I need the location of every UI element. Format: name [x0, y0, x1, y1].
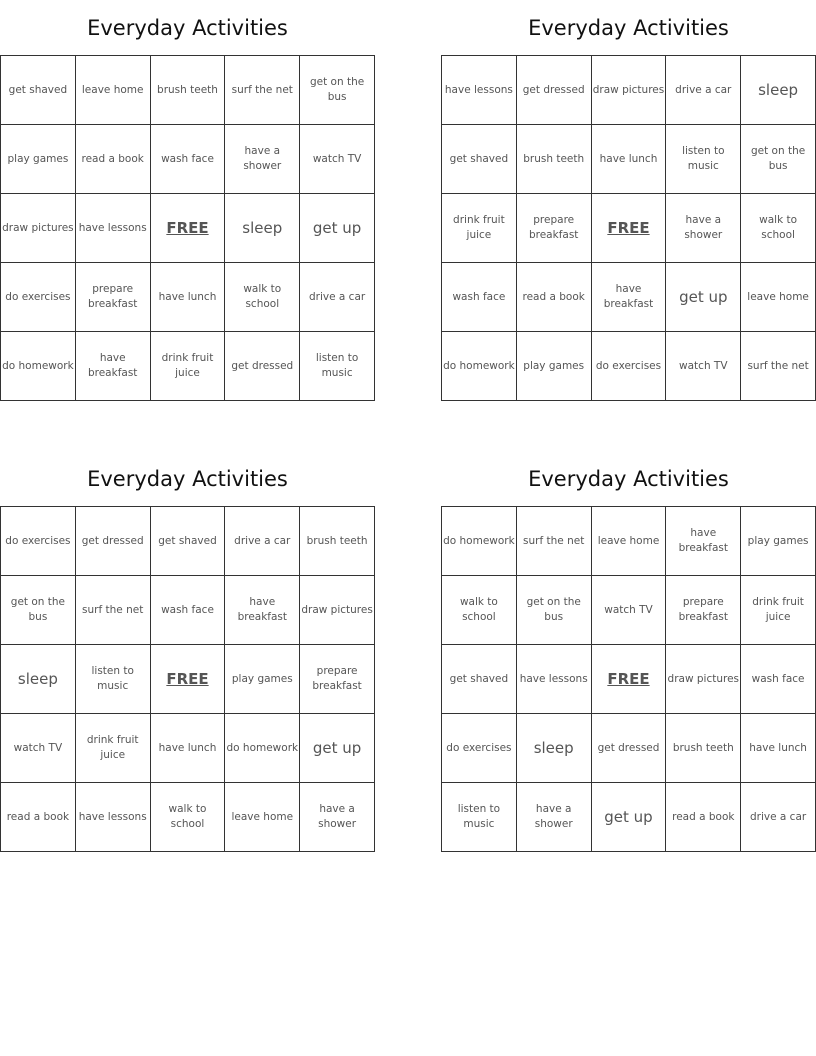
card-title: Everyday Activities	[528, 15, 729, 40]
grid-cell: do exercises	[591, 332, 666, 401]
grid-cell: listen to music	[442, 783, 517, 852]
grid-cell: have breakfast	[591, 263, 666, 332]
grid-cell: get shaved	[442, 645, 517, 714]
bingo-card-1	[0, 0, 375, 401]
grid-row	[1, 507, 375, 576]
grid-cell: have lessons	[75, 783, 150, 852]
free-space: FREE	[591, 645, 666, 714]
grid-cell: leave home	[591, 507, 666, 576]
grid-cell: brush teeth	[150, 56, 225, 125]
grid-cell: surf the net	[75, 576, 150, 645]
card-title: Everyday Activities	[87, 466, 288, 491]
grid-cell: draw pictures	[591, 56, 666, 125]
grid-cell: brush teeth	[516, 125, 591, 194]
grid-cell: leave home	[741, 263, 816, 332]
grid-cell: have lunch	[150, 263, 225, 332]
grid-row	[1, 783, 375, 852]
grid-cell: wash face	[150, 125, 225, 194]
grid-cell: prepare breakfast	[300, 645, 375, 714]
grid-cell: get up	[591, 783, 666, 852]
grid-cell: get up	[300, 714, 375, 783]
free-space: FREE	[591, 194, 666, 263]
grid-row	[1, 645, 375, 714]
grid-cell: get on the bus	[300, 56, 375, 125]
grid-cell: do exercises	[442, 714, 517, 783]
grid-cell: surf the net	[741, 332, 816, 401]
grid-cell: get on the bus	[741, 125, 816, 194]
grid-cell: wash face	[741, 645, 816, 714]
grid-cell: surf the net	[225, 56, 300, 125]
grid-row	[442, 645, 816, 714]
card-title: Everyday Activities	[87, 15, 288, 40]
grid-cell: listen to music	[75, 645, 150, 714]
grid-cell: drive a car	[300, 263, 375, 332]
grid-cell: leave home	[75, 56, 150, 125]
bingo-grid	[0, 506, 375, 852]
grid-cell: wash face	[442, 263, 517, 332]
grid-cell: prepare breakfast	[666, 576, 741, 645]
grid-cell: drive a car	[741, 783, 816, 852]
grid-cell: play games	[1, 125, 76, 194]
grid-cell: watch TV	[1, 714, 76, 783]
grid-cell: do homework	[442, 507, 517, 576]
grid-cell: walk to school	[225, 263, 300, 332]
grid-cell: get shaved	[442, 125, 517, 194]
grid-cell: drink fruit juice	[150, 332, 225, 401]
grid-cell: drive a car	[666, 56, 741, 125]
grid-cell: have a shower	[516, 783, 591, 852]
bingo-grid	[0, 55, 375, 401]
grid-cell: walk to school	[150, 783, 225, 852]
grid-cell: have lunch	[741, 714, 816, 783]
grid-row	[1, 714, 375, 783]
grid-cell: get dressed	[225, 332, 300, 401]
grid-cell: have lessons	[442, 56, 517, 125]
grid-cell: do homework	[442, 332, 517, 401]
grid-cell: get dressed	[75, 507, 150, 576]
grid-cell: get on the bus	[516, 576, 591, 645]
grid-cell: drink fruit juice	[442, 194, 517, 263]
grid-cell: drink fruit juice	[75, 714, 150, 783]
grid-cell: brush teeth	[666, 714, 741, 783]
bingo-card-4	[441, 451, 816, 852]
grid-row	[442, 332, 816, 401]
grid-cell: brush teeth	[300, 507, 375, 576]
grid-row	[442, 783, 816, 852]
grid-cell: listen to music	[300, 332, 375, 401]
grid-cell: watch TV	[666, 332, 741, 401]
grid-cell: have breakfast	[75, 332, 150, 401]
grid-cell: have lessons	[75, 194, 150, 263]
grid-cell: sleep	[741, 56, 816, 125]
grid-cell: read a book	[666, 783, 741, 852]
grid-cell: do exercises	[1, 263, 76, 332]
grid-row	[442, 125, 816, 194]
grid-cell: do homework	[225, 714, 300, 783]
bingo-grid	[441, 506, 816, 852]
bingo-grid	[441, 55, 816, 401]
grid-cell: have lunch	[150, 714, 225, 783]
bingo-card-2	[441, 0, 816, 401]
grid-cell: sleep	[225, 194, 300, 263]
grid-cell: draw pictures	[300, 576, 375, 645]
grid-row	[1, 332, 375, 401]
grid-cell: watch TV	[591, 576, 666, 645]
grid-cell: play games	[225, 645, 300, 714]
grid-cell: have a shower	[300, 783, 375, 852]
grid-cell: surf the net	[516, 507, 591, 576]
grid-cell: play games	[741, 507, 816, 576]
grid-row	[1, 125, 375, 194]
grid-row	[442, 576, 816, 645]
grid-cell: get shaved	[150, 507, 225, 576]
grid-cell: read a book	[75, 125, 150, 194]
grid-cell: draw pictures	[666, 645, 741, 714]
grid-row	[1, 263, 375, 332]
grid-cell: draw pictures	[1, 194, 76, 263]
grid-cell: get dressed	[591, 714, 666, 783]
grid-cell: prepare breakfast	[75, 263, 150, 332]
grid-cell: get dressed	[516, 56, 591, 125]
grid-row	[442, 56, 816, 125]
grid-cell: listen to music	[666, 125, 741, 194]
grid-cell: have breakfast	[666, 507, 741, 576]
grid-cell: leave home	[225, 783, 300, 852]
grid-row	[442, 194, 816, 263]
grid-cell: prepare breakfast	[516, 194, 591, 263]
grid-cell: wash face	[150, 576, 225, 645]
grid-cell: have a shower	[666, 194, 741, 263]
grid-cell: drink fruit juice	[741, 576, 816, 645]
grid-cell: get up	[300, 194, 375, 263]
grid-row	[442, 507, 816, 576]
grid-cell: have lunch	[591, 125, 666, 194]
grid-row	[1, 56, 375, 125]
grid-cell: sleep	[1, 645, 76, 714]
grid-cell: get shaved	[1, 56, 76, 125]
grid-cell: read a book	[516, 263, 591, 332]
grid-cell: play games	[516, 332, 591, 401]
grid-cell: walk to school	[442, 576, 517, 645]
grid-row	[442, 263, 816, 332]
grid-cell: get up	[666, 263, 741, 332]
grid-cell: have a shower	[225, 125, 300, 194]
grid-cell: walk to school	[741, 194, 816, 263]
grid-cell: have breakfast	[225, 576, 300, 645]
grid-cell: watch TV	[300, 125, 375, 194]
grid-cell: do exercises	[1, 507, 76, 576]
free-space: FREE	[150, 194, 225, 263]
grid-cell: read a book	[1, 783, 76, 852]
bingo-card-3	[0, 451, 375, 852]
grid-cell: sleep	[516, 714, 591, 783]
card-title: Everyday Activities	[528, 466, 729, 491]
grid-row	[1, 194, 375, 263]
grid-cell: drive a car	[225, 507, 300, 576]
grid-row	[442, 714, 816, 783]
grid-cell: have lessons	[516, 645, 591, 714]
grid-cell: get on the bus	[1, 576, 76, 645]
free-space: FREE	[150, 645, 225, 714]
grid-cell: do homework	[1, 332, 76, 401]
grid-row	[1, 576, 375, 645]
